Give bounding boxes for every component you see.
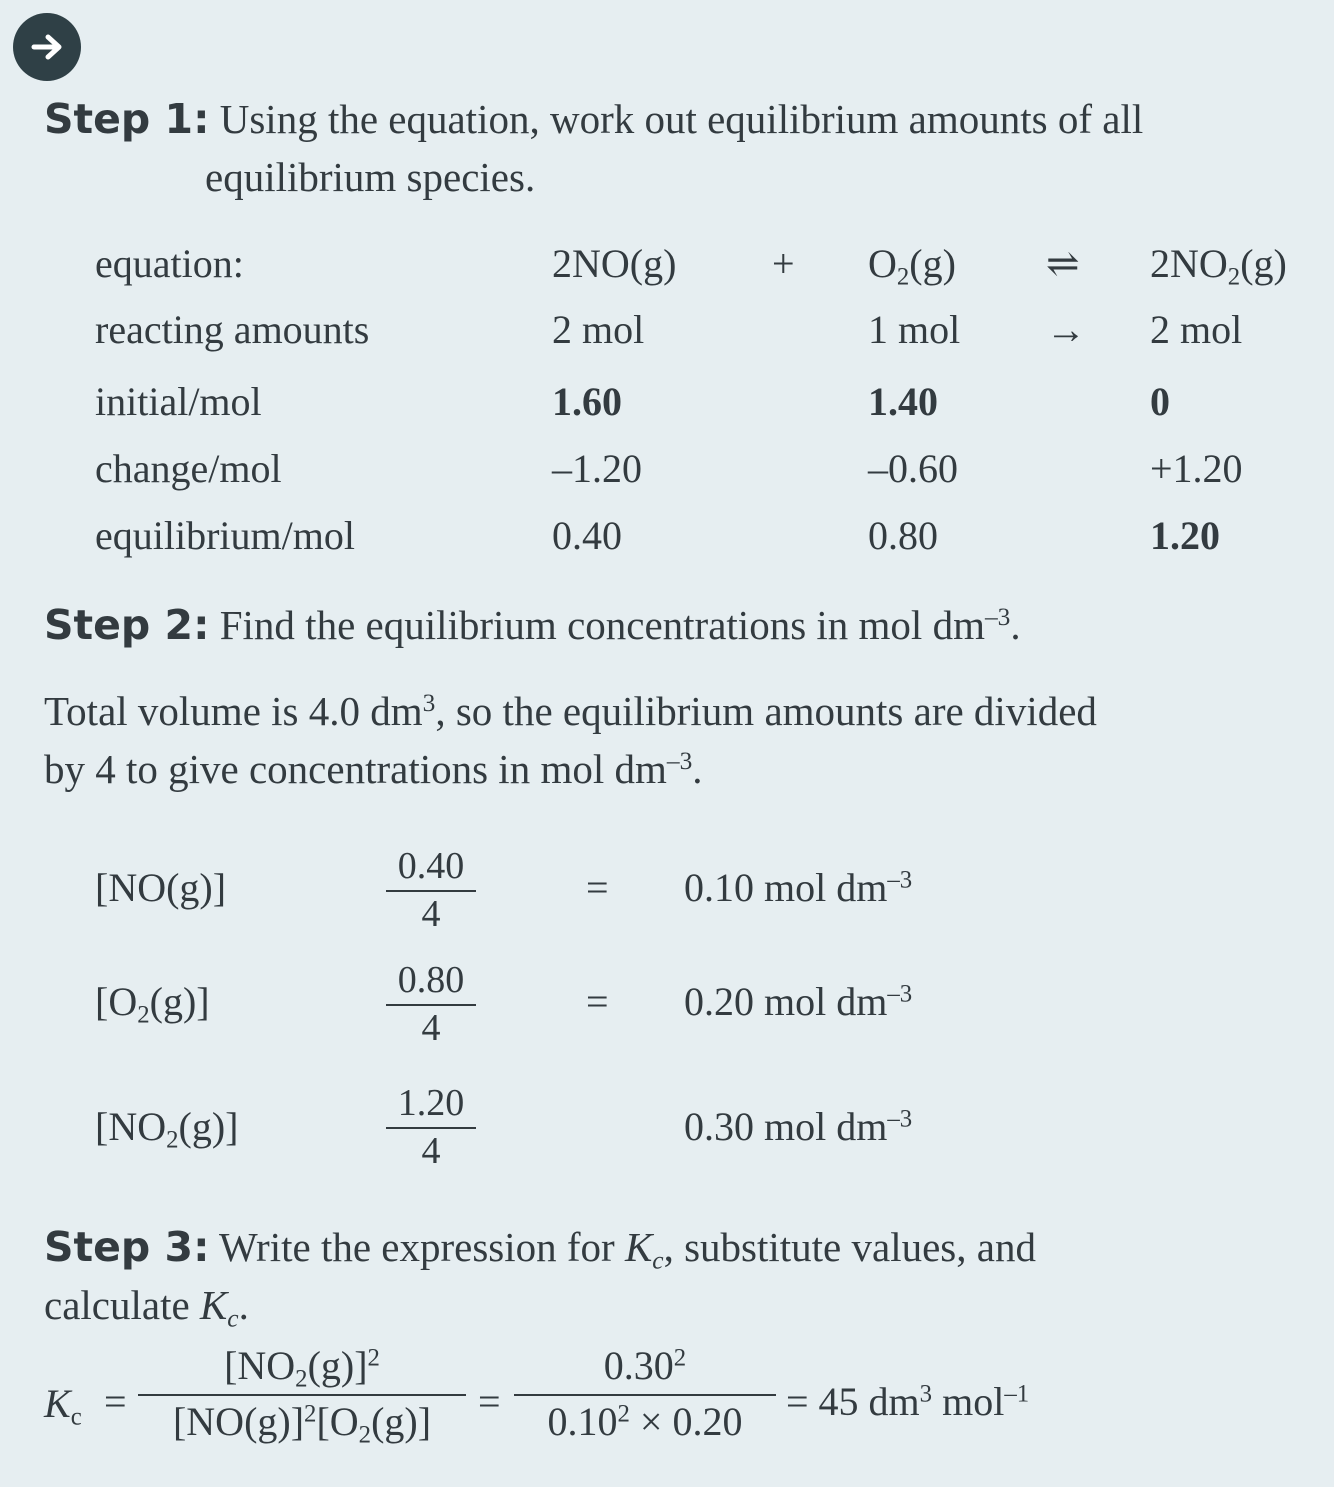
step3-line1: Step 3: Write the expression for $K_c$, substitute values, and <box>44 1223 1036 1275</box>
table-cell-no: 2NO(g) <box>552 241 677 286</box>
table-cell: 2 mol <box>552 307 645 352</box>
step2-label: Step 2: <box>44 601 210 649</box>
table-cell: +1.20 <box>1150 446 1243 491</box>
table-cell: 1.40 <box>868 379 938 424</box>
step1-text-line2: equilibrium species. <box>205 154 536 200</box>
table-cell: 2 mol <box>1150 307 1243 352</box>
table-row-label: equilibrium/mol <box>95 513 355 558</box>
volume-line1: Total volume is 4.0 $dm^3$, so the equilibrium amounts are divided <box>44 688 1097 734</box>
table-row-label: reacting amounts <box>95 307 370 352</box>
table-cell: 0 <box>1150 379 1170 424</box>
kc-numeric-fraction: 0.30$^2$ $0.10^2 \times 0.20$ <box>514 1344 776 1444</box>
fraction-no2: 1.20 4 <box>386 1083 476 1171</box>
step1-label: Step 1: <box>44 95 210 143</box>
table-cell: 0.40 <box>552 513 622 558</box>
table-row-label: equation: <box>95 241 244 286</box>
equilibrium-arrow-icon: ⇌ <box>1046 241 1080 286</box>
table-cell: 0.80 <box>868 513 938 558</box>
table-row-label: change/mol <box>95 446 282 491</box>
species-o2: $[O_2(g)]$ <box>95 979 210 1029</box>
step2-line: Step 2: Find the equilibrium concentrations in mol $dm^{-3}$. <box>44 601 1021 649</box>
fraction-no: 0.40 4 <box>386 846 476 934</box>
table-cell-plus: + <box>772 241 795 286</box>
kc-symbol: $K_c$ <box>44 1381 82 1431</box>
species-no2: $[NO_2(g)]$ <box>95 1104 239 1154</box>
table-cell: –1.20 <box>552 446 642 491</box>
right-arrow-icon: → <box>1046 307 1086 352</box>
table-cell-no2: $2NO_2(g)$ <box>1150 241 1287 291</box>
step1-text-line1: Using the equation, work out equilibrium amounts of all <box>219 96 1144 142</box>
kc-result: = 45 $dm^3$ mol$^{-1}$ <box>786 1379 1030 1424</box>
arrow-right-icon <box>13 13 81 81</box>
step3-line2: calculate $K_c$. <box>44 1282 249 1333</box>
step2-text: Find the equilibrium concentrations in mol dm <box>219 602 985 648</box>
result-o2: 0.20 mol $dm^{-3}$ <box>684 979 913 1024</box>
result-no2: 0.30 mol $dm^{-3}$ <box>684 1104 913 1149</box>
table-cell-o2: $O_2(g)$ <box>868 241 956 291</box>
equals-sign: = <box>586 865 609 910</box>
table-cell: 1 mol <box>868 307 961 352</box>
step3-label: Step 3: <box>44 1223 210 1271</box>
species-no: [NO(g)] <box>95 865 227 910</box>
table-row-label: initial/mol <box>95 379 262 424</box>
equals-sign: = <box>586 979 609 1024</box>
table-cell: 1.20 <box>1150 513 1220 558</box>
equals-sign: = <box>478 1379 501 1424</box>
volume-line2: by 4 to give concentrations in mol $dm^{-3}$. <box>44 746 703 792</box>
equals-sign: = <box>104 1379 127 1424</box>
kc-general-fraction: $[NO_2(g)]^2$ $[NO(g)]^2[O_2(g)]$ <box>138 1344 466 1444</box>
step1-line1 <box>44 90 1143 148</box>
table-cell: –0.60 <box>868 446 958 491</box>
result-no: 0.10 mol $dm^{-3}$ <box>684 865 913 910</box>
table-cell: 1.60 <box>552 379 622 424</box>
fraction-o2: 0.80 4 <box>386 960 476 1048</box>
